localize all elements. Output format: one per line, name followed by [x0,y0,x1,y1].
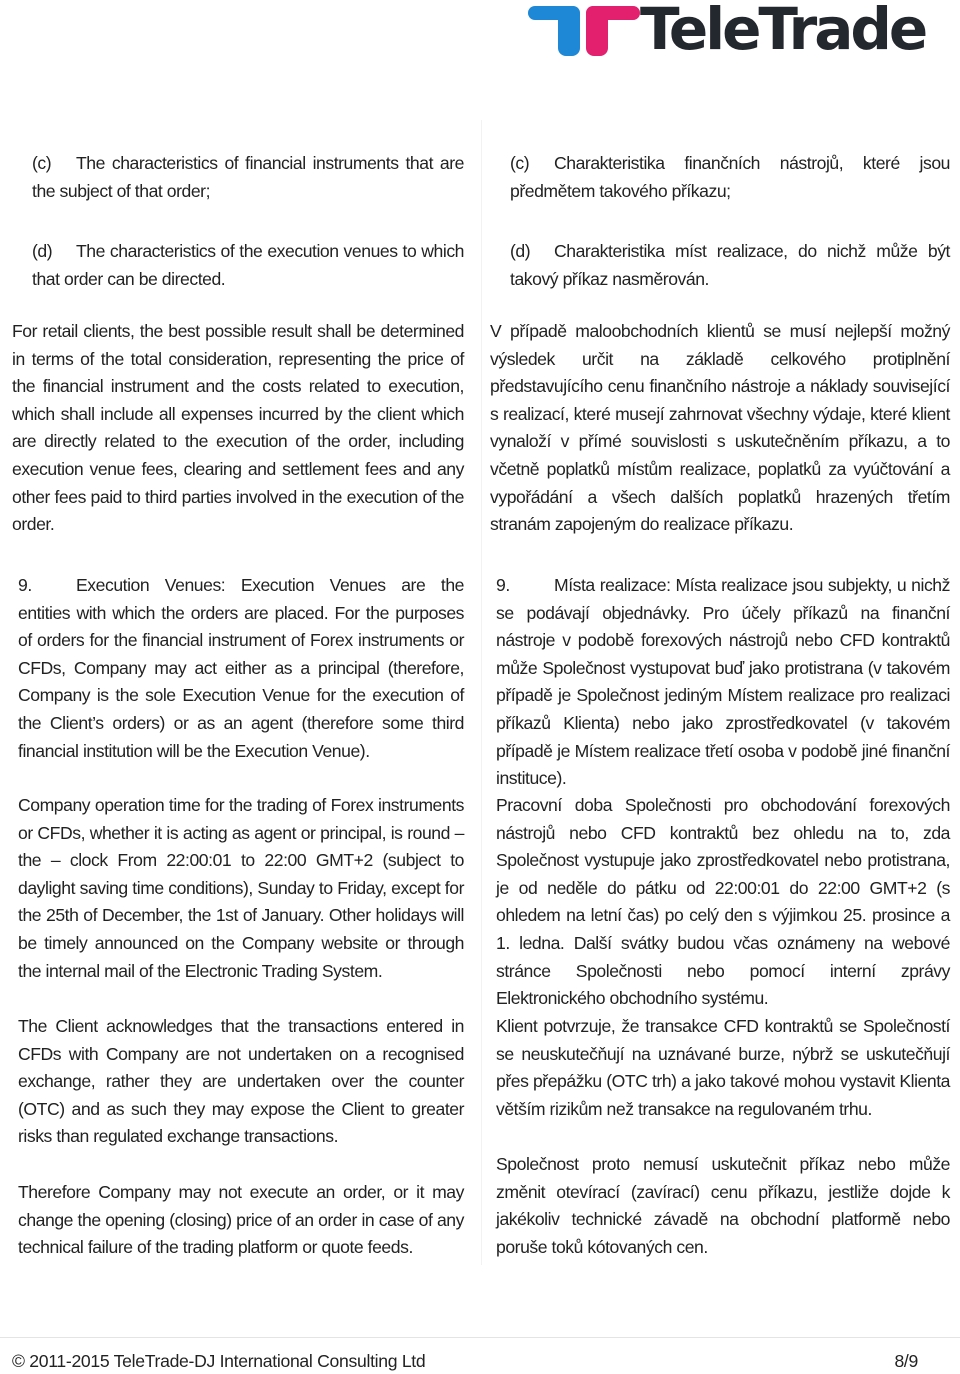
item-c-text: Charakteristika finančních nástrojů, které jsou předmětem takového příkazu; [510,153,950,201]
item-d-marker: (d) [32,241,53,261]
teletrade-logo-mark-icon [528,0,640,62]
operation-time-paragraph-cz: Pracovní doba Společnosti pro obchodování forexových nástrojů nebo CFD kontraktů bez ohledu na to, zda Společnost vystupuje jako zprostředkovatel nebo protistrana, je od neděle do pátku od 22:00:01 do 22:00 GMT+2 (s ohledem na letní čas) po celý den s výjimkou 25. prosince a 1. ledna. Další svátky budou včas oznámeny na webové stránce Společnosti nebo pomocí interní zprávy Elektronického obchodního systému. [496,795,950,1009]
item-d-text: The characteristics of the execution venues to which that order can be directed. [32,241,464,289]
technical-failure-paragraph-en: Therefore Company may not execute an order, or it may change the opening (closing) price of an order in case of any technical failure of the trading platform or quote feeds. [18,1182,464,1258]
section-9-text: Místa realizace: Místa realizace jsou subjekty, u nichž se podávají objednávky. Pro účely příkazů na finanční nástroje v podobě forexových nástrojů nebo CFD kontraktů může Společnost vystupovat buď jako protistrana (v takovém případě je Společnost jediným Místem realizace pro realizaci příkazů Klienta) nebo jako zprostředkovatel (v takovém případě je Místem realizace třetí osoba v podobě jiné finanční instituce). [496,575,950,789]
item-c-en [12,150,464,205]
section-9-text: Execution Venues: Execution Venues are the entities with which the orders are placed. For the purposes of orders for the financial instrument of Forex instruments or CFDs, Company may act either as a principal (therefore, Company is the sole Execution Venue for the execution of the Client’s orders) or as an agent (therefore some third financial institution will be the Execution Venue). [18,575,464,761]
footer-copyright: © 2011-2015 TeleTrade-DJ International Consulting Ltd [12,1351,426,1371]
retail-clients-paragraph-cz: V případě maloobchodních klientů se musí nejlepší možný výsledek určit na základě celkového protiplnění představujícího cenu finančního nástroje a náklady související s realizací, které musejí zahrnovat všechny výdaje, které klient vynaloží v přímé souvislosti s uskutečněním příkazu, a to včetně poplatků místům realizace, poplatků za vyúčtování a vypořádání a všech dalších poplatků hrazených třetím stranám zapojeným do realizace příkazu. [490,321,950,535]
technical-failure-paragraph-cz: Společnost proto nemusí uskutečnit příkaz nebo může změnit otevírací (zavírací) cenu příkazu, jestliže dojde k jakékoliv technické závadě na obchodní platformě nebo poruše toků kótovaných cen. [496,1154,950,1257]
item-c-text: The characteristics of financial instruments that are the subject of that order; [32,153,464,201]
item-c-marker: (c) [32,153,52,173]
section-9-number: 9. [18,575,32,595]
logo-wordmark: TeleTrade [640,0,926,63]
item-c-cz [490,150,950,205]
item-d-text: Charakteristika míst realizace, do nichž může být takový příkaz nasměrován. [510,241,950,289]
item-c-marker: (c) [510,153,530,173]
teletrade-logo [528,0,938,62]
footer-divider [0,1337,960,1338]
item-d-en [12,238,464,293]
section-9-en [12,572,464,765]
otc-paragraph-cz: Klient potvrzuje, že transakce CFD kontraktů se Společností se neuskutečňují na uznávané burze, nýbrž se uskutečňují přes přepážku (OTC trh) a jako takové mohou vystavit Klienta větším rizikům než transakce na regulovaném trhu. [496,1016,950,1119]
section-9-cz [490,572,950,793]
operation-time-paragraph-en: Company operation time for the trading of Forex instruments or CFDs, whether it is acting as agent or principal, is round – the – clock From 22:00:01 to 22:00 GMT+2 (subject to daylight saving time conditions), Sunday to Friday, except for the 25th of December, the 1st of January. Other holidays will be timely announced on the Company website or through the internal mail of the Electronic Trading System. [18,795,464,981]
retail-clients-paragraph-en: For retail clients, the best possible result shall be determined in terms of the total consideration, representing the price of the financial instrument and the costs related to execution, which shall include all expenses incurred by the client which are directly related to the execution of the order, including execution venue fees, clearing and settlement fees and any other fees paid to third parties involved in the execution of the order. [12,321,464,535]
item-d-cz [490,238,950,293]
footer-page-number: 8/9 [894,1351,918,1371]
section-9-number: 9. [496,575,510,595]
item-d-marker: (d) [510,241,531,261]
otc-paragraph-en: The Client acknowledges that the transactions entered in CFDs with Company are not undertaken on a recognised exchange, rather they are undertaken over the counter (OTC) and as such they may expose the Client to greater risks than regulated exchange transactions. [18,1016,464,1147]
column-divider [481,120,482,1265]
